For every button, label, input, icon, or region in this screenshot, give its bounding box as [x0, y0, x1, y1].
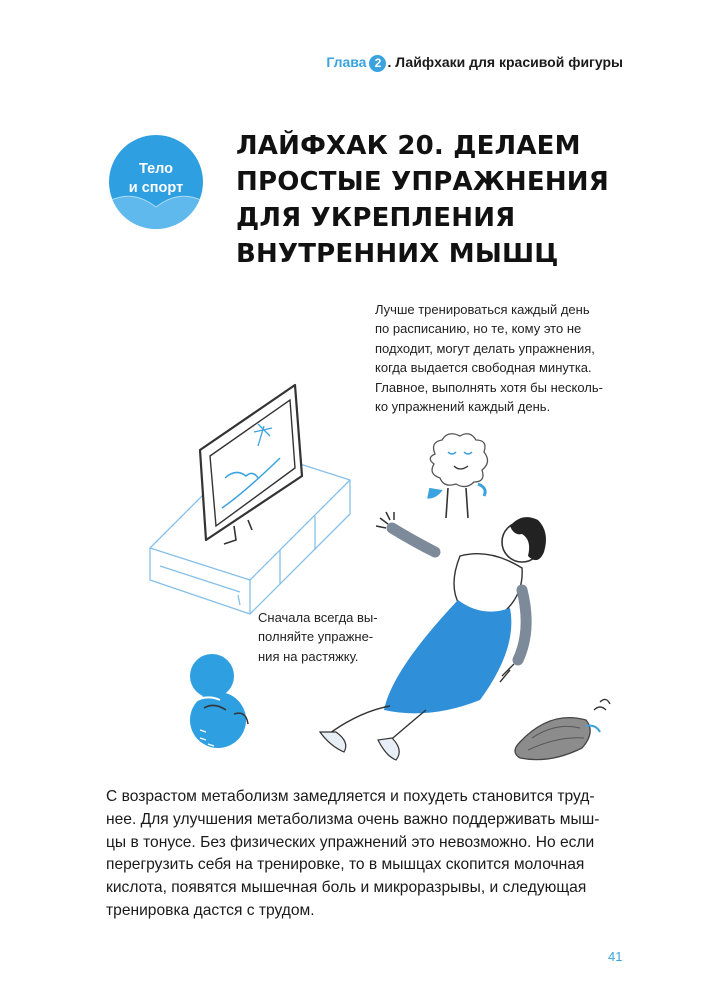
callout-text: Сначала всегда вы- полняйте упражне- ния на растяжку. — [258, 610, 378, 664]
fat-cell-character-icon — [428, 434, 488, 518]
body-text: С возрастом метаболизм замедляется и похудеть становится труд- нее. Для улучшения метаболизма очень важно поддерживать мыш- цы в тонусе. Без физических упражнений это невозможно. Но если перегрузить себя на тренировке, то в мышцах скопится молочная кислота, появятся мышечная боль и микроразрывы, и следующая тренировка дастся с трудом. — [106, 788, 600, 919]
exercise-illustration — [130, 380, 630, 780]
page-number: 41 — [608, 949, 623, 964]
chapter-header — [326, 54, 623, 72]
seed-character-icon — [515, 699, 610, 759]
intro-text: Лучше тренироваться каждый день по расписанию, но те, кому это не подходит, могут делать упражнения, когда выдается свободная минутка. Главное, выполнять хотя бы несколь- ко упражнений каждый день. — [375, 302, 603, 415]
badge-label: Тело и спорт — [128, 161, 184, 196]
chapter-number-badge: 2 — [369, 55, 386, 72]
chapter-title: . Лайфхаки для красивой фигуры — [387, 54, 623, 70]
blue-blob-character-icon — [190, 654, 248, 748]
chapter-word: Глава — [326, 54, 367, 70]
tv-icon — [200, 385, 302, 544]
page-title: ЛАЙФХАК 20. ДЕЛАЕМ ПРОСТЫЕ УПРАЖНЕНИЯ ДЛЯ УКРЕПЛЕНИЯ ВНУТРЕННИХ МЫШЦ — [236, 131, 609, 269]
section-badge — [109, 135, 203, 229]
